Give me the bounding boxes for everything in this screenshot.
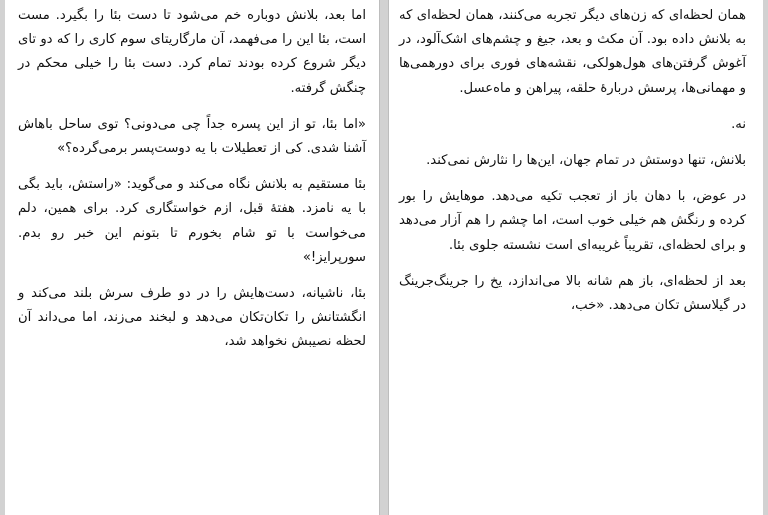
paragraph: بلانش، تنها دوستش در تمام جهان، این‌ها را نثارش نمی‌کند. (426, 153, 746, 169)
right-page (388, 0, 763, 515)
right-page-text (389, 4, 763, 318)
paragraph: بئا مستقیم به بلانش نگاه می‌کند و می‌گوید: «راستش، باید بگی با یه نامزد. هفتهٔ قبل، ازم خواستگاری کرد. برای همین، دلم می‌خواست با تو شام بخورم تا بتونم این خبر رو بدم. سورپرایز!» (18, 177, 366, 265)
paragraph: بعد از لحظه‌ای، باز هم شانه بالا می‌اندازد، یخ را جرینگ‌جرینگ در گیلاسش تکان می‌دهد. «خب، (399, 273, 746, 314)
left-page-text (5, 4, 379, 355)
paragraph: اما بعد، بلانش دوباره خم می‌شود تا دست بئا را بگیرد. مست است، بئا این را می‌فهمد، آن مارگاریتای سوم کاری را که دو تای دیگر شروع کرده بودند تمام کرد. دست بئا را خیلی محکم در چنگش گرفته. (18, 8, 366, 96)
paragraph: «اما بئا، تو از این پسره جداً چی می‌دونی؟ توی ساحل باهاش آشنا شدی. کی از تعطیلات با یه دوست‌پسر برمی‌گرده؟» (18, 116, 366, 157)
left-page (5, 0, 380, 515)
paragraph: بئا، ناشیانه، دست‌هایش را در دو طرف سرش بلند می‌کند و انگشتانش را تکان‌تکان می‌دهد و لبخند می‌زند، اما می‌داند آن لحظه نصیبش نخواهد شد، (18, 286, 366, 350)
paragraph: نه. (731, 116, 746, 132)
paragraph: در عوض، با دهان باز از تعجب تکیه می‌دهد. موهایش را بور کرده و رنگش هم خیلی خوب است، اما چشم را هم آزار می‌دهد و برای لحظه‌ای، تقریباً غریبه‌ای است نشسته جلوی بئا. (399, 189, 746, 253)
paragraph: همان لحظه‌ای که زن‌های دیگر تجربه می‌کنند، همان لحظه‌ای که به بلانش داده بود. آن مکث و بعد، جیغ و چشم‌های اشک‌آلود، در آغوش گرفتن‌های هول‌هولکی، نقشه‌های فوری برای دورهمی‌ها و مهمانی‌ها، پرسش دربارهٔ حلقه، پیراهن و ماه‌عسل. (399, 8, 746, 96)
